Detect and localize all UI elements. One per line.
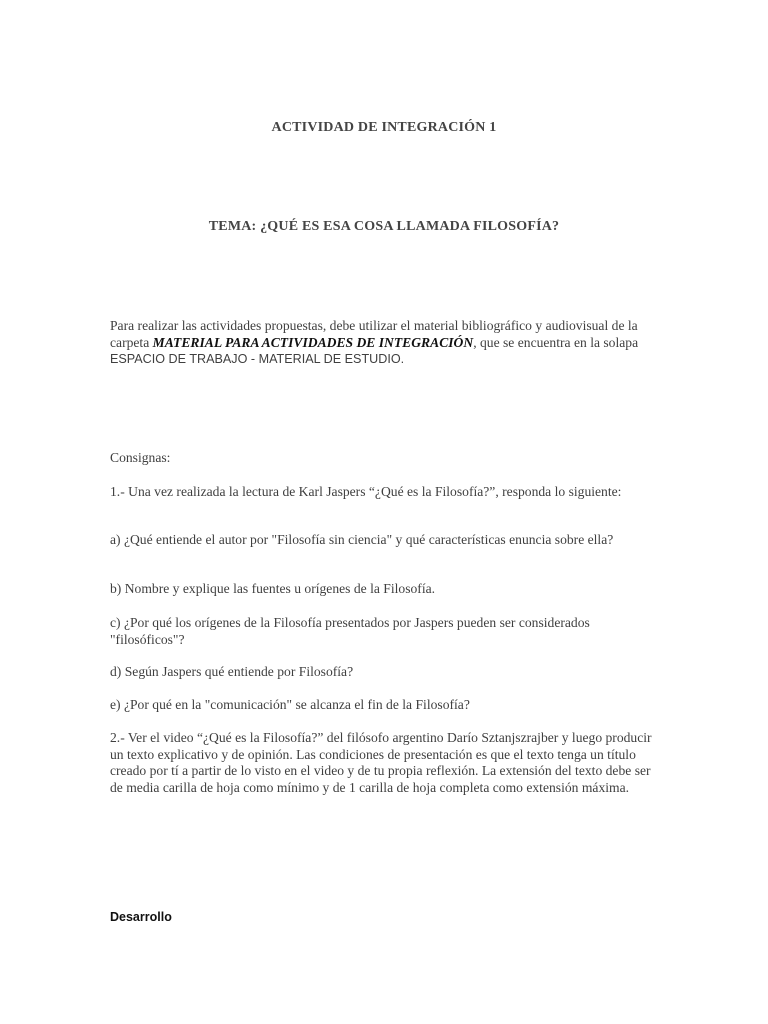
item-c: c) ¿Por qué los orígenes de la Filosofía presentados por Jaspers pueden ser considerados "filosóficos"? [110,615,590,647]
section-name: ESPACIO DE TRABAJO - MATERIAL DE ESTUDIO. [110,352,405,366]
item-d: d) Según Jaspers qué entiende por Filosofía? [110,664,354,679]
intro-paragraph [110,318,658,368]
desarrollo-heading: Desarrollo [110,910,172,924]
intro-text-1: Para realizar las actividades propuestas, debe utilizar el material bibliográfico y audiovisual de la carpeta [110,318,638,350]
document-subtitle: TEMA: ¿QUÉ ES ESA COSA LLAMADA FILOSOFÍA? [208,219,560,234]
folder-name: MATERIAL PARA ACTIVIDADES DE INTEGRACIÓN [152,334,474,350]
item-b: b) Nombre y explique las fuentes u orígenes de la Filosofía. [110,581,436,596]
intro-text-2: , que se encuentra en la solapa [473,334,639,350]
item-2: 2.- Ver el video “¿Qué es la Filosofía?” del filósofo argentino Darío Sztanjszrajber y luego producir un texto explicativo y de opinión. Las condiciones de presentación es que el texto tenga un título creado por tí a partir de lo visto en el video y de tu propia reflexión. La extensión del texto debe ser de media carilla de hoja como mínimo y de 1 carilla de hoja completa como extensión máxima. [110,730,652,795]
item-1: 1.- Una vez realizada la lectura de Karl Jaspers “¿Qué es la Filosofía?”, responda lo siguiente: [110,484,622,499]
consignas-label: Consignas: [110,450,171,465]
item-a: a) ¿Qué entiende el autor por "Filosofía sin ciencia" y qué características enuncia sobre ella? [110,532,614,547]
item-e: e) ¿Por qué en la "comunicación" se alcanza el fin de la Filosofía? [110,697,470,712]
document-title: ACTIVIDAD DE INTEGRACIÓN 1 [271,120,497,135]
